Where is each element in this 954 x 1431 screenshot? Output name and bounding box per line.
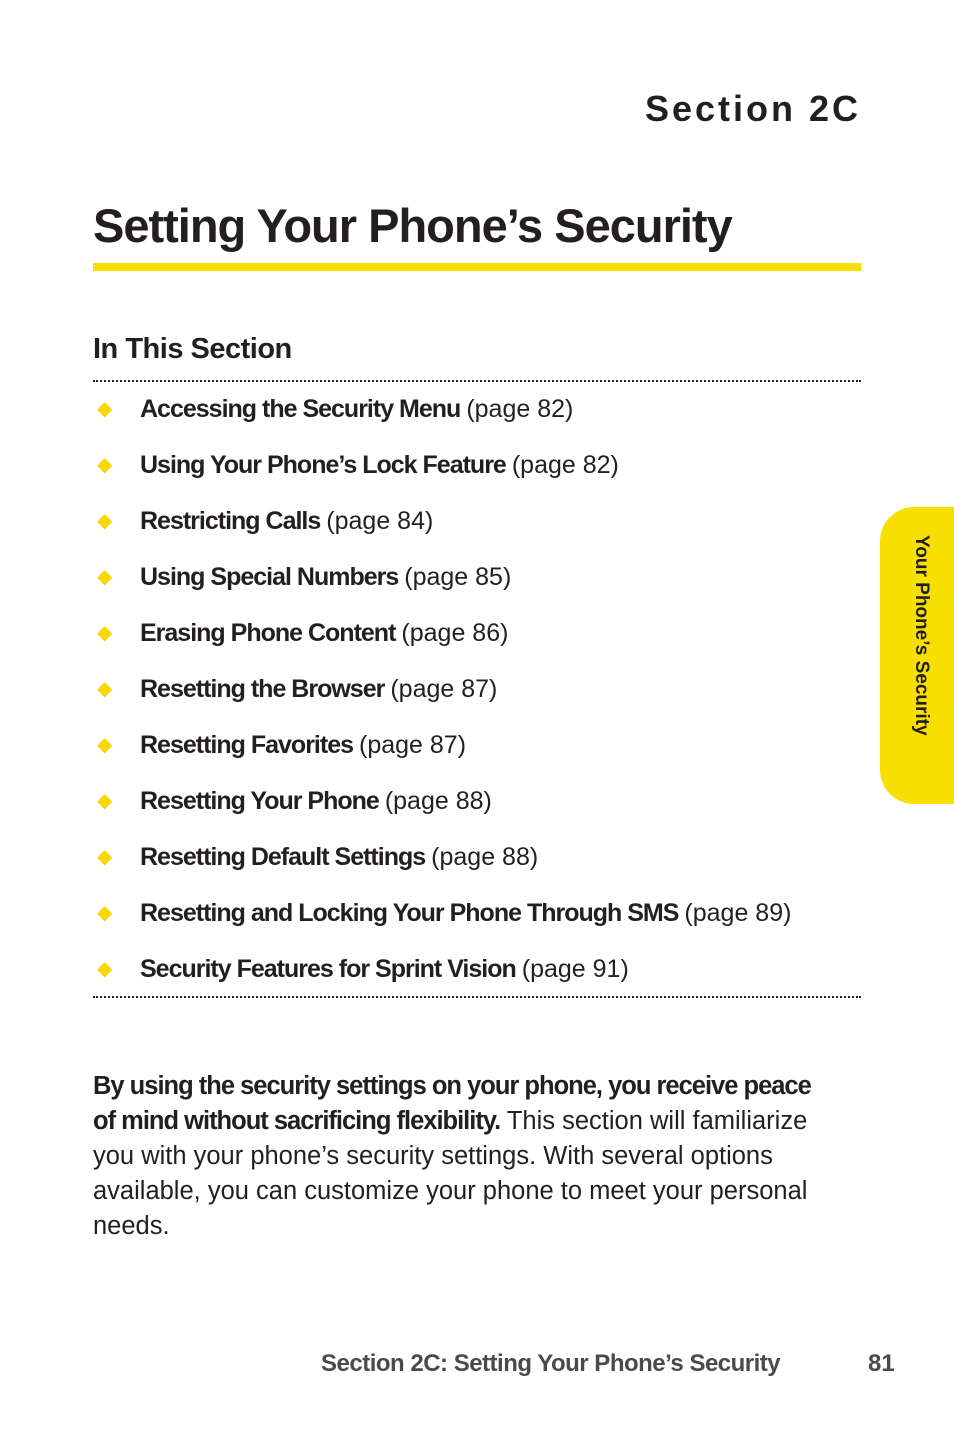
page-number: 81: [868, 1350, 895, 1377]
title-underline: [93, 263, 861, 271]
diamond-bullet-icon: ◆: [97, 846, 113, 868]
toc-item[interactable]: [93, 779, 861, 835]
toc-item-page: (page 85): [404, 563, 512, 591]
toc-item-title: Resetting the Browser: [140, 675, 385, 703]
footer-running-title: Section 2C: Setting Your Phone’s Security: [321, 1350, 781, 1377]
toc-item-page: (page 84): [326, 507, 434, 535]
toc-item-page: (page 87): [359, 731, 467, 759]
diamond-bullet-icon: ◆: [97, 566, 113, 588]
intro-paragraph: [93, 1069, 813, 1244]
section-label: Section 2C: [644, 88, 861, 129]
toc-item-page: (page 82): [511, 451, 619, 479]
toc-item[interactable]: [93, 891, 861, 947]
toc-item-title: Resetting and Locking Your Phone Through SMS: [140, 899, 679, 927]
diamond-bullet-icon: ◆: [97, 398, 113, 420]
side-tab-label: Your Phone’s Security: [911, 535, 932, 736]
diamond-bullet-icon: ◆: [97, 622, 113, 644]
toc-item[interactable]: [93, 723, 861, 779]
toc-item[interactable]: [93, 667, 861, 723]
toc-top-divider: [93, 380, 861, 382]
toc-item-title: Using Special Numbers: [140, 563, 399, 591]
toc-item-page: (page 91): [521, 955, 629, 983]
intro-lead: By using the security settings on your phone, you receive peace of mind without sacrificing flexibility.: [93, 1072, 811, 1135]
toc-bottom-divider: [93, 996, 861, 998]
toc-item[interactable]: [93, 947, 861, 999]
diamond-bullet-icon: ◆: [97, 454, 113, 476]
diamond-bullet-icon: ◆: [97, 734, 113, 756]
toc-item-title: Restricting Calls: [140, 507, 321, 535]
toc-item[interactable]: [93, 443, 861, 499]
toc-item-title: Resetting Favorites: [140, 731, 354, 759]
diamond-bullet-icon: ◆: [97, 790, 113, 812]
toc-item-title: Security Features for Sprint Vision: [140, 955, 516, 983]
toc-item[interactable]: [93, 555, 861, 611]
toc-item-title: Erasing Phone Content: [140, 619, 396, 647]
toc-item-title: Resetting Default Settings: [140, 843, 426, 871]
toc-item[interactable]: [93, 387, 861, 443]
toc-item[interactable]: [93, 499, 861, 555]
toc-item-page: (page 86): [401, 619, 509, 647]
toc-item[interactable]: [93, 611, 861, 667]
toc-item-page: (page 87): [390, 675, 498, 703]
toc-item[interactable]: [93, 835, 861, 891]
diamond-bullet-icon: ◆: [97, 510, 113, 532]
toc-list: [93, 387, 861, 999]
intro-body: This section will familiarize you with your phone’s security settings. With several options available, you can customize your phone to meet your personal needs.: [93, 1107, 808, 1240]
side-tab: [880, 507, 954, 804]
toc-item-title: Accessing the Security Menu: [140, 395, 461, 423]
toc-item-title: Using Your Phone’s Lock Feature: [140, 451, 506, 479]
diamond-bullet-icon: ◆: [97, 678, 113, 700]
page-title: Setting Your Phone’s Security: [93, 199, 732, 252]
toc-heading: In This Section: [93, 333, 292, 365]
toc-item-page: (page 88): [431, 843, 539, 871]
toc-item-page: (page 82): [466, 395, 574, 423]
diamond-bullet-icon: ◆: [97, 902, 113, 924]
toc-item-title: Resetting Your Phone: [140, 787, 379, 815]
diamond-bullet-icon: ◆: [97, 958, 113, 980]
toc-item-page: (page 89): [684, 899, 792, 927]
toc-item-page: (page 88): [384, 787, 492, 815]
